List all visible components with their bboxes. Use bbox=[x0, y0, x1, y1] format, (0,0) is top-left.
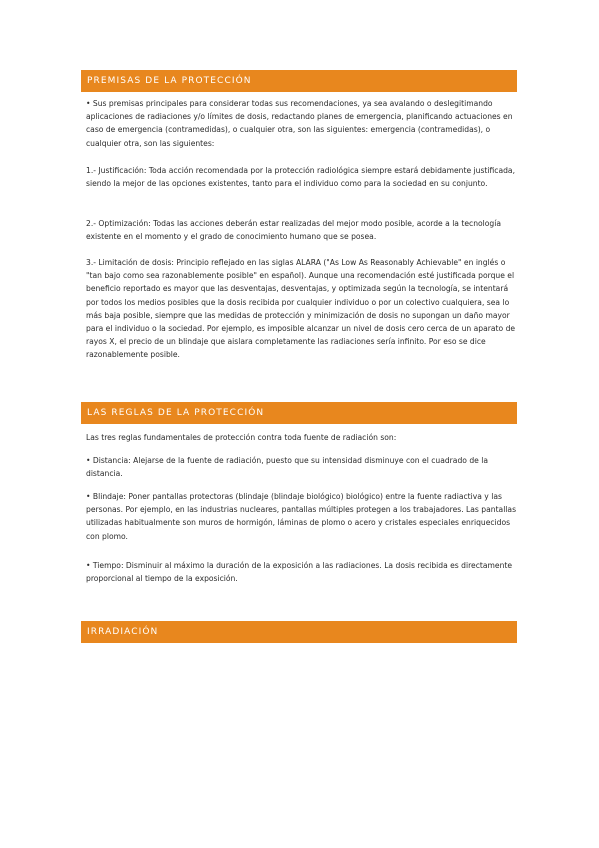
paragraph: 3.- Limitación de dosis: Principio reflejado en las siglas ALARA ("As Low As Reasonably Achievable" en inglés o "tan bajo como sea razonablemente posible" en español). Aunque una recomendación esté justificada porque el beneficio reportado es mayor que las desventajas, desventajas, y optimizada según la tecnología, se intentará por todos los medios posibles que la dosis recibida por cualquier individuo o por un colectivo cualquiera, sea lo más baja posible, siempre que las medidas de protección y minimización de dosis no supongan un daño mayor para el individuo o la sociedad. Por ejemplo, es imposible alcanzar un nivel de dosis cero cerca de un aparato de rayos X, el precio de un blindaje que aislara completamente las radiaciones sería infinito. Por eso se dice razonablemente posible. bbox=[86, 258, 516, 360]
paragraph: • Tiempo: Disminuir al máximo la duración de la exposición a las radiaciones. La dosis recibida es directamente proporcional al tiempo de la exposición. bbox=[86, 561, 513, 584]
section-title: IRRADIACIÓN bbox=[87, 627, 159, 637]
section-title: PREMISAS DE LA PROTECCIÓN bbox=[87, 76, 252, 86]
paragraph: • Distancia: Alejarse de la fuente de radiación, puesto que su intensidad disminuye con el cuadrado de la distancia. bbox=[86, 456, 489, 479]
section-header-reglas bbox=[81, 402, 517, 424]
reglas-item-tiempo bbox=[86, 559, 517, 585]
section-header-premisas bbox=[81, 70, 517, 92]
premisas-intro bbox=[86, 97, 517, 150]
premisas-item-3 bbox=[86, 256, 517, 362]
paragraph: 1.- Justificación: Toda acción recomendada por la protección radiológica siempre estará debidamente justificada, siendo la mejor de las opciones existentes, tanto para el individuo como para la sociedad en su conjunto. bbox=[86, 166, 515, 189]
paragraph: 2.- Optimización: Todas las acciones deberán estar realizadas del mejor modo posible, acorde a la tecnología existente en el momento y el grado de conocimiento humano que se posea. bbox=[86, 219, 501, 242]
premisas-item-2 bbox=[86, 217, 517, 243]
reglas-item-blindaje bbox=[86, 490, 517, 543]
reglas-item-distancia bbox=[86, 454, 517, 480]
paragraph: • Sus premisas principales para considerar todas sus recomendaciones, ya sea avalando o deslegitimando aplicaciones de radiaciones y/o límites de dosis, redactando planes de emergencia, planificando actuaciones en caso de emergencia (contramedidas), o cualquier otra, son las siguientes: emergencia (contramedidas), o cualquier otra, son las siguientes: bbox=[86, 99, 513, 148]
premisas-item-1 bbox=[86, 164, 517, 190]
paragraph: Las tres reglas fundamentales de protección contra toda fuente de radiación son: bbox=[86, 433, 397, 442]
section-title: LAS REGLAS DE LA PROTECCIÓN bbox=[87, 408, 265, 418]
reglas-intro bbox=[86, 431, 517, 444]
section-header-irradiacion bbox=[81, 621, 517, 643]
paragraph: • Blindaje: Poner pantallas protectoras (blindaje (blindaje biológico) biológico) entre la fuente radiactiva y las personas. Por ejemplo, en las industrias nucleares, pantallas múltiples protegen a los trabajadores. Las pantallas utilizadas habitualmente son muros de hormigón, láminas de plomo o acero y cristales especiales enriquecidos con plomo. bbox=[86, 492, 517, 541]
